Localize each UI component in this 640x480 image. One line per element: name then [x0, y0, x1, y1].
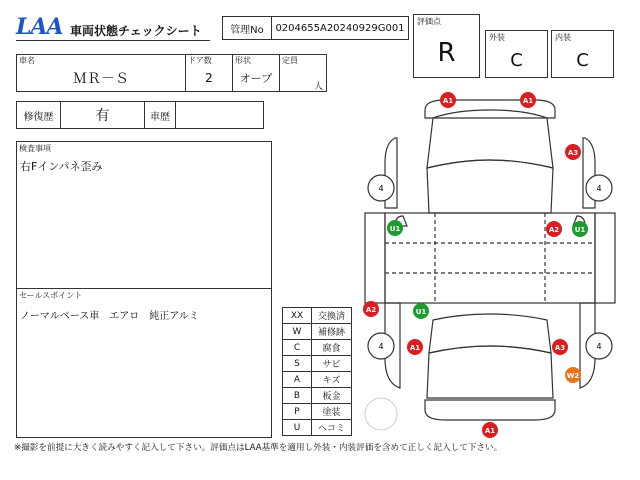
hood-outline [427, 110, 553, 168]
legend-code: P [283, 404, 312, 420]
inspection-label: 検査事項 [19, 144, 51, 153]
tyre-tread-label: 4 [378, 342, 384, 351]
damage-marker-label: A1 [522, 97, 534, 105]
car-history-value [175, 101, 264, 129]
legend-code: A [283, 372, 312, 388]
legend-row [283, 308, 352, 324]
legend-row [283, 340, 352, 356]
legend-code: XX [283, 308, 312, 324]
legend-meaning: 補修跡 [312, 324, 352, 340]
legend-code: B [283, 388, 312, 404]
doors-label: ドア数 [188, 56, 212, 65]
interior-grade-label: 内装 [555, 33, 571, 42]
capacity-box [279, 54, 327, 92]
damage-marker-label: A1 [484, 427, 496, 435]
sales-point-label: セールスポイント [19, 291, 83, 300]
damage-marker-label: A1 [442, 97, 454, 105]
legend-meaning: サビ [312, 356, 352, 372]
interior-grade-value: C [576, 49, 589, 71]
car-name-value: ＭＲ－Ｓ [73, 71, 129, 87]
car-name-box [16, 54, 186, 92]
damage-marker-label: A2 [548, 226, 560, 234]
legend-code: W [283, 324, 312, 340]
overall-grade-box [413, 14, 480, 78]
inspection-box [16, 141, 272, 289]
legend-meaning: ヘコミ [312, 420, 352, 436]
legend-meaning: 腐食 [312, 340, 352, 356]
code-legend-table [282, 307, 352, 436]
legend-meaning: 塗装 [312, 404, 352, 420]
shape-value: オープ [239, 72, 273, 85]
interior-grade-box [551, 30, 614, 78]
overall-grade-value: R [437, 38, 456, 68]
sales-point-box [16, 288, 272, 438]
damage-marker-label: A1 [409, 344, 421, 352]
tyre-tread-label: 4 [596, 184, 602, 193]
legend-row [283, 356, 352, 372]
mgmt-no-label: 管理No [222, 16, 272, 40]
sheet-title: 車両状態チェックシート [70, 23, 202, 38]
repair-history-value: 有 [60, 101, 145, 129]
car-history-label: 車歴 [144, 101, 176, 129]
exterior-grade-label: 外装 [489, 33, 505, 42]
legend-row [283, 404, 352, 420]
legend-row [283, 388, 352, 404]
legend-row [283, 420, 352, 436]
legend-meaning: 交換済 [312, 308, 352, 324]
legend-meaning: 板金 [312, 388, 352, 404]
windshield-outline [427, 160, 553, 213]
capacity-unit: 人 [314, 82, 324, 92]
car-name-label: 車名 [19, 56, 35, 65]
trunk-outline [427, 346, 553, 398]
exterior-grade-value: C [510, 49, 523, 71]
legend-row [283, 372, 352, 388]
exterior-grade-box [485, 30, 548, 78]
inspection-text: 右Fインパネ歪み [20, 160, 103, 173]
damage-marker-label: U1 [574, 226, 586, 234]
damage-marker-label: A3 [567, 149, 579, 157]
faint-stamp-circle [365, 398, 397, 430]
legend-row [283, 324, 352, 340]
sales-point-text: ノーマルベース車 エアロ 純正アルミ [20, 311, 199, 322]
car-diagram [355, 88, 625, 438]
capacity-label: 定員 [282, 56, 298, 65]
tyre-tread-label: 4 [596, 342, 602, 351]
left-door-outline [365, 213, 385, 303]
legend-meaning: キズ [312, 372, 352, 388]
brand-logo: LAA [16, 14, 63, 40]
right-door-outline [595, 213, 615, 303]
damage-marker-label: U1 [415, 308, 427, 316]
body-outline [385, 213, 595, 303]
doors-value: 2 [205, 71, 213, 85]
footer-note: ※撮影を前提に大きく読みやすく記入して下さい。評価点はLAA基準を適用し外装・内装評価を含めて正しく記入して下さい。 [14, 443, 503, 453]
doors-box [185, 54, 233, 92]
title-underline [16, 40, 210, 41]
shape-box [232, 54, 280, 92]
overall-grade-label: 評価点 [417, 17, 441, 26]
damage-marker-label: A2 [365, 306, 377, 314]
mgmt-no-value: 0204655A20240929G001 [271, 16, 409, 40]
repair-history-label: 修復歴 [16, 101, 61, 129]
tyre-tread-label: 4 [378, 184, 384, 193]
damage-marker-label: A3 [554, 344, 566, 352]
shape-label: 形状 [235, 56, 251, 65]
rear-bumper-outline [425, 400, 555, 420]
legend-code: C [283, 340, 312, 356]
rear-window-outline [429, 314, 551, 353]
legend-code: S [283, 356, 312, 372]
legend-code: U [283, 420, 312, 436]
damage-marker-label: W2 [566, 372, 580, 380]
damage-marker-label: U1 [389, 225, 401, 233]
